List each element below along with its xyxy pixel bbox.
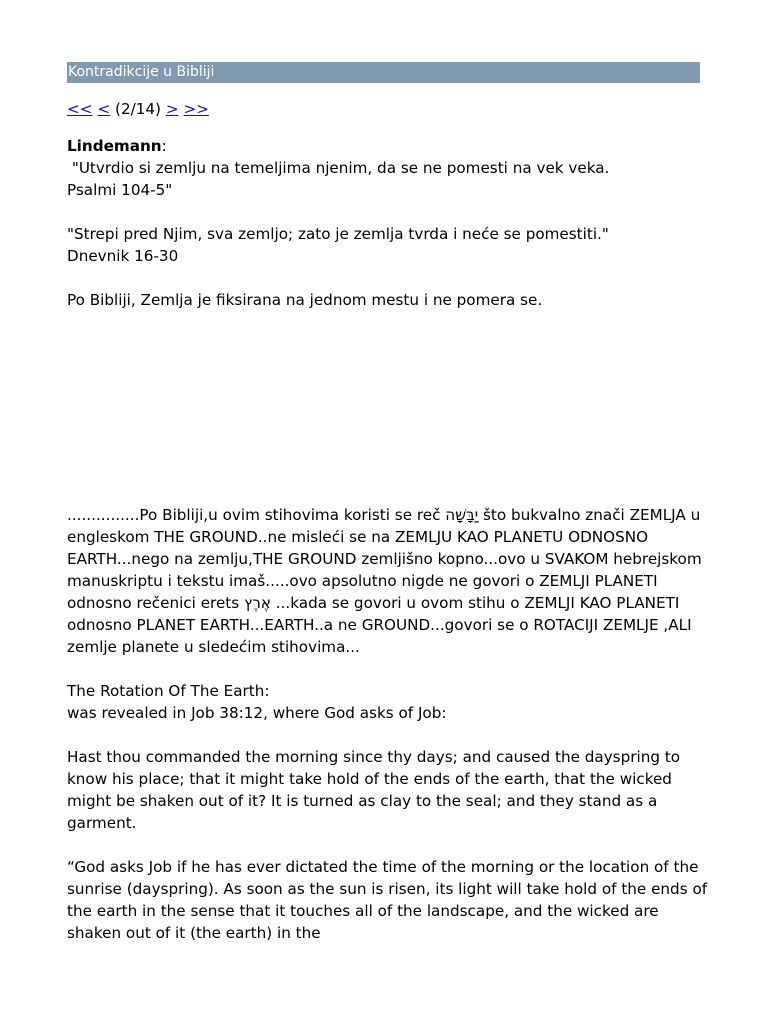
prev-page-link[interactable]: < <box>97 100 111 118</box>
page-indicator: (2/14) <box>115 100 161 118</box>
speaker-colon: : <box>161 137 167 155</box>
document-title: Kontradikcije u Bibliji <box>68 64 215 80</box>
document-content <box>67 98 717 944</box>
speaker-name: Lindemann <box>67 137 162 155</box>
commentary-paragraph: “God asks Job if he has ever dictated the time of the morning or the location of the sunrise (dayspring). As soon as the sun is risen, its light will take hold of the ends of the earth in the sense that it touches all of the landscape, and the wicked are shaken out of it (the earth) in the <box>67 858 708 942</box>
last-page-link[interactable]: >> <box>183 100 209 118</box>
speaker-line <box>67 135 717 157</box>
pagination-nav <box>67 98 717 120</box>
quote-2-reference: Dnevnik 16-30 <box>67 247 179 265</box>
quote-1-text: "Utvrdio si zemlju na temeljima njenim, da se ne pomesti na vek veka. <box>67 159 610 177</box>
statement-paragraph: Po Bibliji, Zemlja je fiksirana na jednom mestu i ne pomera se. <box>67 291 543 309</box>
quote-2-text: "Strepi pred Njim, sva zemljo; zato je zemlja tvrda i neće se pomestiti." <box>67 225 609 243</box>
next-page-link[interactable]: > <box>165 100 179 118</box>
job-quote-paragraph: Hast thou commanded the morning since thy days; and caused the dayspring to know his place; that it might take hold of the ends of the earth, that the wicked might be shaken out of it? It is turned as clay to the seal; and they stand as a garment. <box>67 748 681 832</box>
document-title-bar <box>67 62 700 83</box>
quote-1-reference: Psalmi 104-5" <box>67 181 173 199</box>
first-page-link[interactable]: << <box>67 100 93 118</box>
rotation-heading: The Rotation Of The Earth: <box>67 682 270 700</box>
reply-paragraph: ...............Po Bibliji,u ovim stihovima koristi se reč יַבָּשָׁה što bukvalno znači ZEMLJA u engleskom THE GROUND..ne misleći se na ZEMLJU KAO PLANETU ODNOSNO EARTH...nego na zemlju,THE GROUND zemljišno kopno...ovo u SVAKOM hebrejskom manuskriptu i tekstu imaš.....ovo apsolutno nigde ne govori o ZEMLJI PLANETI odnosno rečenici erets אֶרֶץ ...kada se govori u ovom stihu o ZEMLJI KAO PLANETI odnosno PLANET EARTH...EARTH..a ne GROUND...govori se o ROTACIJI ZEMLJE ,ALI zemlje planete u sledećim stihovima... <box>67 506 702 656</box>
rotation-intro: was revealed in Job 38:12, where God asks of Job: <box>67 704 447 722</box>
